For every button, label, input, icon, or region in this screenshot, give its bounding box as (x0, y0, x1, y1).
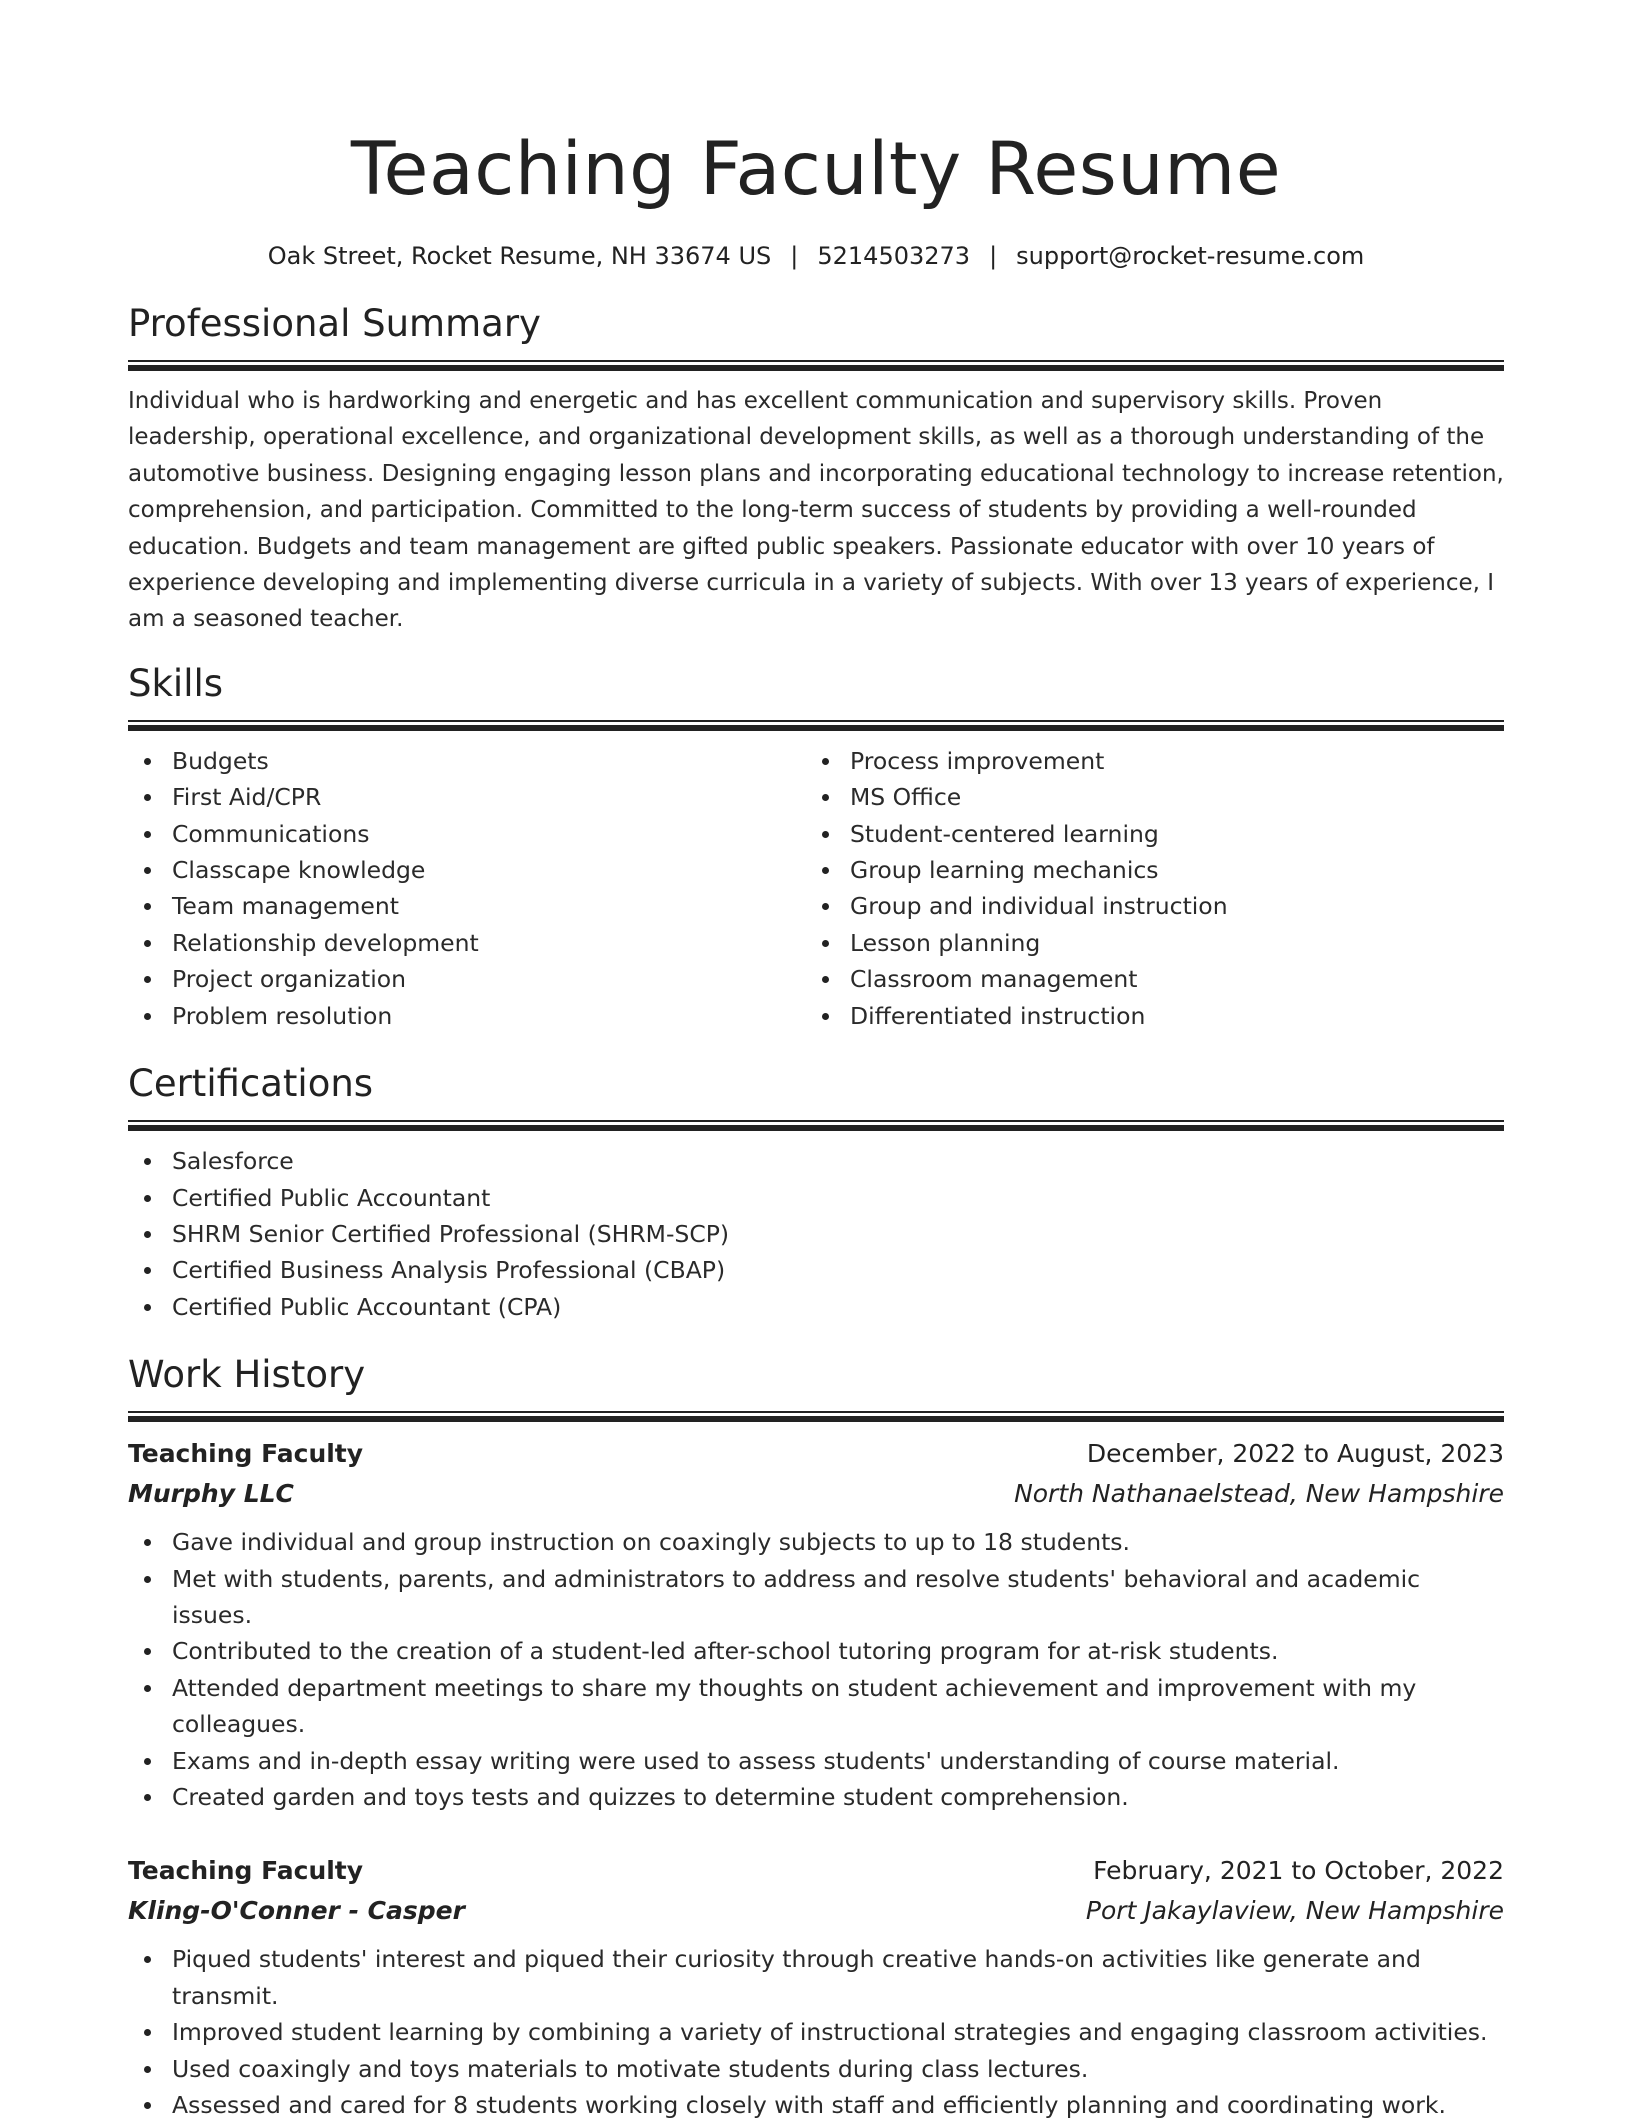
contact-separator: | (790, 242, 799, 270)
section-divider (128, 360, 1504, 371)
job-title: Teaching Faculty (128, 1856, 364, 1886)
summary-heading: Professional Summary (128, 302, 541, 345)
list-item: Group and individual instruction (806, 888, 1484, 924)
skills-column-right (806, 743, 1484, 1034)
list-item: MS Office (806, 779, 1484, 815)
list-item: Budgets (128, 743, 806, 779)
section-divider (128, 1411, 1504, 1422)
list-item: Project organization (128, 961, 806, 997)
list-item: Attended department meetings to share my thoughts on student achievement and improvement with my colleagues. (128, 1670, 1504, 1743)
summary-text: Individual who is hardworking and energetic and has excellent communication and supervisory skills. Proven leadership, operational excellence, and organizational development skills, as well as a thorough understanding of the automotive business. Designing engaging lesson plans and incorporating educational technology to increase retention, comprehension, and participation. Committed to the long-term success of students by providing a well-rounded education. Budgets and team management are gifted public speakers. Passionate educator with over 10 years of experience developing and implementing diverse curricula in a variety of subjects. With over 13 years of experience, I am a seasoned teacher. (128, 388, 1504, 633)
skills-column-left (128, 743, 806, 1034)
list-item: Contributed to the creation of a student-led after-school tutoring program for at-risk students. (128, 1633, 1504, 1669)
list-item: Salesforce (128, 1143, 1504, 1179)
list-item: Communications (128, 816, 806, 852)
work-history-heading: Work History (128, 1353, 366, 1397)
list-item: Team management (128, 888, 806, 924)
list-item: SHRM Senior Certified Professional (SHRM-SCP) (128, 1216, 1504, 1252)
summary-section (128, 298, 1504, 638)
list-item: Lesson planning (806, 925, 1484, 961)
job-duties-list (128, 1524, 1504, 1815)
skills-grid (128, 743, 1504, 1034)
job-company-row (128, 1474, 1504, 1514)
contact-phone: 5214503273 (817, 242, 971, 270)
certifications-section (128, 1058, 1504, 1325)
work-history-section (128, 1349, 1504, 2123)
list-item: Classroom management (806, 961, 1484, 997)
resume-page (128, 0, 1504, 2123)
list-item: Assessed and cared for 8 students working closely with staff and efficiently planning and coordinating work. (128, 2087, 1504, 2123)
certifications-heading: Certifications (128, 1062, 374, 1106)
job-location: North Nathanaelstead, New Hampshire (1014, 1479, 1504, 1509)
list-item: First Aid/CPR (128, 779, 806, 815)
list-item: Used coaxingly and toys materials to motivate students during class lectures. (128, 2051, 1504, 2087)
list-item: Exams and in-depth essay writing were used to assess students' understanding of course material. (128, 1743, 1504, 1779)
list-item: Process improvement (806, 743, 1484, 779)
contact-address: Oak Street, Rocket Resume, NH 33674 US (267, 242, 772, 270)
contact-line (128, 238, 1504, 274)
list-item: Piqued students' interest and piqued their curiosity through creative hands-on activities like generate and transmit. (128, 1941, 1504, 2014)
list-item: Improved student learning by combining a variety of instructional strategies and engaging classroom activities. (128, 2014, 1504, 2050)
list-item: Created garden and toys tests and quizzes to determine student comprehension. (128, 1779, 1504, 1815)
list-item: Student-centered learning (806, 816, 1484, 852)
list-item: Gave individual and group instruction on coaxingly subjects to up to 18 students. (128, 1524, 1504, 1560)
list-item: Certified Public Accountant (128, 1180, 1504, 1216)
skills-heading: Skills (128, 661, 224, 705)
job-duties-list (128, 1941, 1504, 2123)
job-company: Murphy LLC (128, 1479, 294, 1509)
section-divider (128, 1120, 1504, 1131)
contact-separator: | (989, 242, 998, 270)
job-entry (128, 1434, 1504, 1815)
job-company: Kling-O'Conner - Casper (128, 1896, 465, 1926)
list-item: Group learning mechanics (806, 852, 1484, 888)
job-dates: February, 2021 to October, 2022 (1093, 1856, 1504, 1886)
section-divider (128, 720, 1504, 731)
skills-section (128, 658, 1504, 1034)
contact-email: support@rocket-resume.com (1016, 242, 1365, 270)
list-item: Classcape knowledge (128, 852, 806, 888)
skills-list-left (128, 743, 806, 1034)
resume-title: Teaching Faculty Resume (350, 127, 1282, 212)
job-list (128, 1434, 1504, 2123)
job-header-row (128, 1851, 1504, 1891)
job-entry (128, 1851, 1504, 2123)
list-item: Met with students, parents, and administrators to address and resolve students' behavioral and academic issues. (128, 1561, 1504, 1634)
list-item: Relationship development (128, 925, 806, 961)
list-item: Certified Public Accountant (CPA) (128, 1289, 1504, 1325)
list-item: Problem resolution (128, 998, 806, 1034)
list-item: Differentiated instruction (806, 998, 1484, 1034)
job-dates: December, 2022 to August, 2023 (1086, 1439, 1504, 1469)
job-company-row (128, 1891, 1504, 1931)
skills-list-right (806, 743, 1484, 1034)
list-item: Certified Business Analysis Professional (CBAP) (128, 1252, 1504, 1288)
job-header-row (128, 1434, 1504, 1474)
job-location: Port Jakaylaview, New Hampshire (1085, 1896, 1504, 1926)
job-title: Teaching Faculty (128, 1439, 364, 1469)
certifications-list (128, 1143, 1504, 1325)
